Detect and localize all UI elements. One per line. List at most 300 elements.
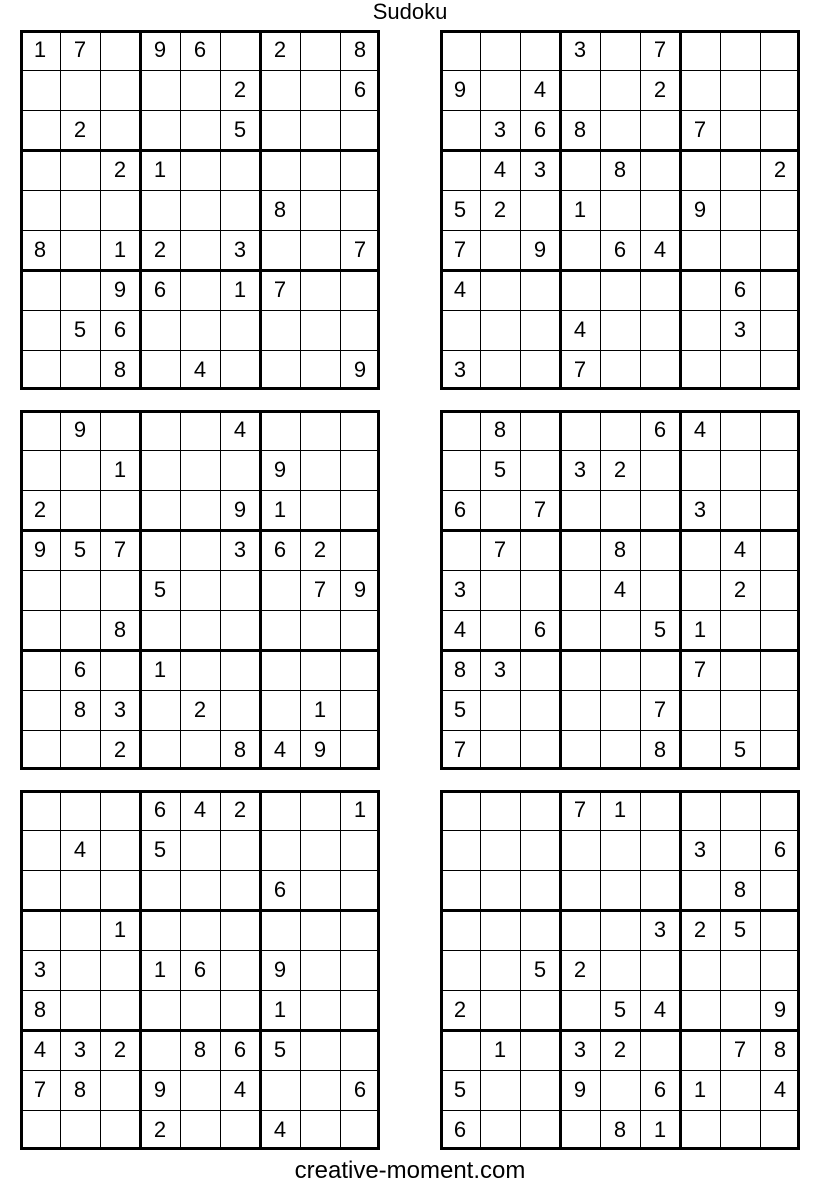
- sudoku-cell: 2: [153, 237, 167, 262]
- sudoku-cell: [300, 230, 340, 270]
- sudoku-cell: [180, 310, 220, 350]
- sudoku-puzzle-5: [20, 790, 380, 1150]
- sudoku-cell: [180, 570, 220, 610]
- sudoku-cell: [520, 530, 560, 570]
- sudoku-cell: [720, 410, 760, 450]
- sudoku-cell: [140, 530, 180, 570]
- sudoku-cell: [20, 650, 60, 690]
- sudoku-cell: [340, 950, 380, 990]
- sudoku-cell: 1: [273, 497, 287, 522]
- sudoku-cell: [520, 1030, 560, 1070]
- sudoku-cell: 2: [273, 37, 287, 62]
- sudoku-cell: [20, 830, 60, 870]
- sudoku-cell: 8: [613, 157, 627, 182]
- sudoku-cell: [440, 530, 480, 570]
- sudoku-cell: [520, 910, 560, 950]
- sudoku-cell: 9: [233, 497, 247, 522]
- sudoku-cell: [440, 410, 480, 450]
- sudoku-cell: [100, 870, 140, 910]
- sudoku-cell: [560, 570, 600, 610]
- sudoku-cell: 6: [273, 877, 287, 902]
- sudoku-cell: [520, 990, 560, 1030]
- sudoku-cell: 2: [613, 457, 627, 482]
- sudoku-cell: [300, 1070, 340, 1110]
- sudoku-cell: 3: [653, 917, 667, 942]
- sudoku-cell: [180, 730, 220, 770]
- sudoku-cell: [60, 950, 100, 990]
- sudoku-cell: 9: [773, 997, 787, 1022]
- sudoku-cell: 4: [33, 1037, 47, 1062]
- sudoku-cell: 6: [453, 497, 467, 522]
- sudoku-cell: [340, 830, 380, 870]
- sudoku-cell: [60, 230, 100, 270]
- sudoku-cell: [560, 990, 600, 1030]
- sudoku-cell: [220, 990, 260, 1030]
- sudoku-cell: 2: [693, 917, 707, 942]
- sudoku-cell: 8: [653, 737, 667, 762]
- sudoku-cell: [260, 790, 300, 830]
- sudoku-cell: [760, 730, 800, 770]
- sudoku-cell: [520, 650, 560, 690]
- sudoku-cell: 6: [353, 1077, 367, 1102]
- sudoku-cell: 4: [573, 317, 587, 342]
- sudoku-cell: [440, 950, 480, 990]
- sudoku-cell: [720, 110, 760, 150]
- sudoku-cell: [520, 730, 560, 770]
- sudoku-cell: [20, 190, 60, 230]
- sudoku-cell: [560, 70, 600, 110]
- sudoku-cell: 6: [193, 957, 207, 982]
- sudoku-cell: 3: [573, 37, 587, 62]
- sudoku-cell: [140, 350, 180, 390]
- sudoku-cell: [340, 410, 380, 450]
- sudoku-cell: [440, 110, 480, 150]
- sudoku-cell: [340, 150, 380, 190]
- sudoku-cell: 6: [733, 277, 747, 302]
- sudoku-cell: 9: [273, 457, 287, 482]
- sudoku-cell: [440, 30, 480, 70]
- sudoku-cell: [440, 790, 480, 830]
- sudoku-cell: [680, 310, 720, 350]
- sudoku-cell: [260, 830, 300, 870]
- sudoku-cell: [20, 270, 60, 310]
- sudoku-cell: [480, 830, 520, 870]
- sudoku-cell: [140, 110, 180, 150]
- sudoku-cell: [340, 990, 380, 1030]
- sudoku-cell: [340, 530, 380, 570]
- sudoku-cell: 5: [73, 537, 87, 562]
- sudoku-cell: 6: [233, 1037, 247, 1062]
- sudoku-cell: [600, 490, 640, 530]
- sudoku-cell: 4: [193, 357, 207, 382]
- sudoku-cell: [600, 870, 640, 910]
- sudoku-cell: 4: [233, 417, 247, 442]
- sudoku-cell: [300, 490, 340, 530]
- sudoku-cell: 2: [773, 157, 787, 182]
- sudoku-puzzle-4: [440, 410, 800, 770]
- sudoku-cell: [640, 190, 680, 230]
- sudoku-cell: [440, 150, 480, 190]
- sudoku-cell: 3: [233, 237, 247, 262]
- sudoku-cell: 2: [573, 957, 587, 982]
- sudoku-cell: [760, 230, 800, 270]
- sudoku-cell: [180, 990, 220, 1030]
- sudoku-cell: [60, 790, 100, 830]
- sudoku-cell: 5: [533, 957, 547, 982]
- sudoku-cell: 7: [453, 737, 467, 762]
- sudoku-cell: [300, 650, 340, 690]
- sudoku-cell: [300, 410, 340, 450]
- sudoku-cell: 8: [33, 997, 47, 1022]
- sudoku-cell: 9: [353, 577, 367, 602]
- sudoku-cell: 4: [453, 277, 467, 302]
- sudoku-cell: 4: [193, 797, 207, 822]
- sudoku-cell: [140, 410, 180, 450]
- sudoku-cell: [560, 1110, 600, 1150]
- sudoku-cell: [180, 870, 220, 910]
- sudoku-cell: [560, 730, 600, 770]
- sudoku-cell: [340, 610, 380, 650]
- sudoku-cell: 7: [693, 657, 707, 682]
- sudoku-cell: [760, 30, 800, 70]
- sudoku-cell: [720, 190, 760, 230]
- sudoku-cell: [560, 530, 600, 570]
- sudoku-cell: [60, 490, 100, 530]
- sudoku-cell: [20, 690, 60, 730]
- sudoku-cell: [600, 70, 640, 110]
- sudoku-cell: [600, 1070, 640, 1110]
- sudoku-cell: [680, 690, 720, 730]
- sudoku-cell: 6: [113, 317, 127, 342]
- sudoku-cell: [480, 70, 520, 110]
- sudoku-cell: [520, 310, 560, 350]
- sudoku-cell: 4: [233, 1077, 247, 1102]
- sudoku-cell: [680, 730, 720, 770]
- sudoku-cell: [340, 450, 380, 490]
- sudoku-cell: [720, 230, 760, 270]
- sudoku-cell: 9: [693, 197, 707, 222]
- sudoku-cell: [100, 30, 140, 70]
- sudoku-cell: 2: [733, 577, 747, 602]
- sudoku-cell: [300, 150, 340, 190]
- sudoku-cell: 6: [533, 617, 547, 642]
- sudoku-cell: [220, 950, 260, 990]
- sudoku-cell: 1: [693, 617, 707, 642]
- sudoku-cell: [440, 830, 480, 870]
- sudoku-cell: 1: [153, 157, 167, 182]
- sudoku-cell: 6: [273, 537, 287, 562]
- sudoku-cell: [20, 310, 60, 350]
- sudoku-cell: [680, 270, 720, 310]
- sudoku-cell: [180, 150, 220, 190]
- sudoku-cell: [760, 570, 800, 610]
- sudoku-cell: [640, 150, 680, 190]
- sudoku-cell: [640, 790, 680, 830]
- sudoku-cell: [640, 450, 680, 490]
- sudoku-cell: [760, 70, 800, 110]
- sudoku-cell: [600, 190, 640, 230]
- sudoku-cell: [760, 490, 800, 530]
- sudoku-cell: [340, 110, 380, 150]
- sudoku-cell: [760, 610, 800, 650]
- sudoku-cell: 7: [353, 237, 367, 262]
- sudoku-cell: [100, 190, 140, 230]
- sudoku-cell: 1: [153, 657, 167, 682]
- sudoku-cell: [60, 150, 100, 190]
- sudoku-cell: 9: [113, 277, 127, 302]
- sudoku-cell: [140, 990, 180, 1030]
- sudoku-cell: [600, 310, 640, 350]
- sudoku-cell: 1: [113, 917, 127, 942]
- sudoku-cell: [180, 490, 220, 530]
- sudoku-cell: [680, 450, 720, 490]
- sudoku-cell: [260, 610, 300, 650]
- sudoku-cell: 3: [113, 697, 127, 722]
- sudoku-cell: 5: [73, 317, 87, 342]
- sudoku-cell: [140, 910, 180, 950]
- sudoku-cell: 5: [493, 457, 507, 482]
- sudoku-cell: [760, 310, 800, 350]
- sudoku-cell: [220, 570, 260, 610]
- sudoku-cell: 7: [313, 577, 327, 602]
- sudoku-cell: [640, 650, 680, 690]
- sudoku-cell: [20, 410, 60, 450]
- sudoku-cell: 4: [613, 577, 627, 602]
- sudoku-cell: [680, 150, 720, 190]
- sudoku-cell: 1: [153, 957, 167, 982]
- sudoku-cell: 7: [113, 537, 127, 562]
- sudoku-cell: 5: [453, 197, 467, 222]
- sudoku-cell: 1: [233, 277, 247, 302]
- sudoku-cell: [760, 1110, 800, 1150]
- sudoku-cell: [480, 350, 520, 390]
- sudoku-cell: 6: [533, 117, 547, 142]
- sudoku-cell: 6: [773, 837, 787, 862]
- sudoku-cell: [100, 490, 140, 530]
- sudoku-cell: [720, 830, 760, 870]
- sudoku-cell: 8: [613, 537, 627, 562]
- sudoku-cell: 3: [493, 657, 507, 682]
- sudoku-cell: 2: [453, 997, 467, 1022]
- sudoku-cell: [60, 450, 100, 490]
- sudoku-cell: [180, 270, 220, 310]
- sudoku-cell: [220, 310, 260, 350]
- sudoku-cell: 9: [33, 537, 47, 562]
- sudoku-cell: [760, 910, 800, 950]
- sudoku-cell: [180, 650, 220, 690]
- sudoku-cell: 1: [493, 1037, 507, 1062]
- sudoku-cell: [480, 570, 520, 610]
- sudoku-cell: [300, 610, 340, 650]
- sudoku-cell: 5: [153, 577, 167, 602]
- sudoku-cell: 3: [533, 157, 547, 182]
- sudoku-cell: 3: [573, 1037, 587, 1062]
- sudoku-cell: [20, 790, 60, 830]
- sudoku-cell: [560, 270, 600, 310]
- sudoku-cell: [720, 690, 760, 730]
- sudoku-cell: [480, 790, 520, 830]
- sudoku-cell: [180, 230, 220, 270]
- sudoku-cell: 7: [573, 357, 587, 382]
- sudoku-cell: [140, 190, 180, 230]
- sudoku-cell: [20, 570, 60, 610]
- sudoku-cell: 7: [493, 537, 507, 562]
- sudoku-cell: [100, 1110, 140, 1150]
- sudoku-cell: 9: [73, 417, 87, 442]
- sudoku-puzzle-1: [20, 30, 380, 390]
- sudoku-cell: 5: [453, 697, 467, 722]
- sudoku-cell: [180, 1070, 220, 1110]
- sudoku-puzzle-3: [20, 410, 380, 770]
- sudoku-cell: 1: [113, 237, 127, 262]
- sudoku-cell: [20, 870, 60, 910]
- sudoku-cell: [260, 410, 300, 450]
- sudoku-cell: 2: [113, 737, 127, 762]
- sudoku-cell: 2: [233, 797, 247, 822]
- sudoku-cell: [180, 910, 220, 950]
- sudoku-cell: [300, 30, 340, 70]
- sudoku-cell: [340, 1110, 380, 1150]
- sudoku-cell: 4: [493, 157, 507, 182]
- sudoku-cell: 6: [153, 277, 167, 302]
- sudoku-cell: [180, 830, 220, 870]
- sudoku-cell: [760, 870, 800, 910]
- sudoku-cell: [60, 350, 100, 390]
- sudoku-cell: [520, 790, 560, 830]
- sudoku-cell: 4: [533, 77, 547, 102]
- sudoku-cell: 2: [613, 1037, 627, 1062]
- sudoku-cell: [220, 870, 260, 910]
- sudoku-cell: [260, 570, 300, 610]
- sudoku-cell: 8: [33, 237, 47, 262]
- sudoku-cell: [560, 650, 600, 690]
- sudoku-cell: [680, 1110, 720, 1150]
- sudoku-cell: 7: [73, 37, 87, 62]
- sudoku-cell: [140, 610, 180, 650]
- sudoku-cell: [600, 830, 640, 870]
- sudoku-cell: [720, 70, 760, 110]
- sudoku-cell: [720, 650, 760, 690]
- sudoku-cell: [220, 190, 260, 230]
- sudoku-cell: 5: [233, 117, 247, 142]
- sudoku-cell: 8: [493, 417, 507, 442]
- sudoku-cell: [480, 950, 520, 990]
- sudoku-cell: 2: [653, 77, 667, 102]
- sudoku-cell: [640, 490, 680, 530]
- footer-website: creative-moment.com: [294, 1157, 526, 1184]
- sudoku-cell: [300, 450, 340, 490]
- sudoku-cell: 8: [273, 197, 287, 222]
- sudoku-cell: 3: [693, 837, 707, 862]
- sudoku-cell: 8: [453, 657, 467, 682]
- sudoku-cell: [60, 610, 100, 650]
- sudoku-cell: [560, 870, 600, 910]
- sudoku-cell: [720, 150, 760, 190]
- sudoku-cell: 2: [73, 117, 87, 142]
- sudoku-cell: 5: [733, 737, 747, 762]
- sudoku-cell: [340, 190, 380, 230]
- sudoku-cell: [140, 310, 180, 350]
- sudoku-cell: 6: [73, 657, 87, 682]
- sudoku-cell: [220, 1110, 260, 1150]
- sudoku-cell: [480, 270, 520, 310]
- sudoku-cell: [720, 1070, 760, 1110]
- sudoku-cell: [260, 70, 300, 110]
- sudoku-cell: [760, 350, 800, 390]
- sudoku-cell: [20, 730, 60, 770]
- sudoku-cell: 4: [73, 837, 87, 862]
- sudoku-cell: [560, 690, 600, 730]
- sudoku-cell: [760, 270, 800, 310]
- sudoku-cell: [220, 650, 260, 690]
- sudoku-cell: [480, 990, 520, 1030]
- sudoku-cell: [140, 1030, 180, 1070]
- sudoku-cell: 1: [573, 197, 587, 222]
- sudoku-cell: [180, 610, 220, 650]
- sudoku-cell: [480, 490, 520, 530]
- sudoku-cell: [440, 450, 480, 490]
- sudoku-cell: [560, 830, 600, 870]
- sudoku-cell: [680, 230, 720, 270]
- sudoku-cell: 6: [653, 1077, 667, 1102]
- sudoku-cell: [760, 650, 800, 690]
- sudoku-cell: [720, 610, 760, 650]
- sudoku-cell: [180, 70, 220, 110]
- sudoku-cell: [300, 110, 340, 150]
- sudoku-cell: [640, 570, 680, 610]
- sudoku-cell: [180, 530, 220, 570]
- sudoku-cell: [340, 910, 380, 950]
- sudoku-cell: [60, 570, 100, 610]
- sudoku-cell: [220, 690, 260, 730]
- sudoku-cell: 4: [453, 617, 467, 642]
- sudoku-cell: [60, 870, 100, 910]
- sudoku-cell: 4: [773, 1077, 787, 1102]
- sudoku-cell: [220, 150, 260, 190]
- sudoku-cell: [480, 690, 520, 730]
- sudoku-cell: [140, 450, 180, 490]
- sudoku-cell: [720, 490, 760, 530]
- sudoku-cell: [20, 110, 60, 150]
- sudoku-cell: [520, 870, 560, 910]
- sudoku-cell: 2: [193, 697, 207, 722]
- sudoku-cell: [680, 530, 720, 570]
- sudoku-cell: [680, 570, 720, 610]
- sudoku-cell: [760, 790, 800, 830]
- sudoku-cell: 2: [33, 497, 47, 522]
- sudoku-cell: [480, 30, 520, 70]
- sudoku-cell: [300, 790, 340, 830]
- sudoku-cell: 2: [233, 77, 247, 102]
- sudoku-cell: [220, 350, 260, 390]
- sudoku-cell: [180, 410, 220, 450]
- sudoku-cell: [140, 70, 180, 110]
- sudoku-cell: [260, 690, 300, 730]
- sudoku-cell: [20, 610, 60, 650]
- sudoku-cell: [100, 570, 140, 610]
- sudoku-cell: [440, 310, 480, 350]
- sudoku-cell: [20, 910, 60, 950]
- sudoku-cell: [300, 70, 340, 110]
- sudoku-cell: 1: [313, 697, 327, 722]
- sudoku-cell: [480, 310, 520, 350]
- sudoku-cell: 9: [533, 237, 547, 262]
- sudoku-cell: 7: [653, 37, 667, 62]
- sudoku-cell: [480, 1070, 520, 1110]
- sudoku-cell: 9: [153, 1077, 167, 1102]
- sudoku-cell: [640, 270, 680, 310]
- sudoku-cell: [520, 570, 560, 610]
